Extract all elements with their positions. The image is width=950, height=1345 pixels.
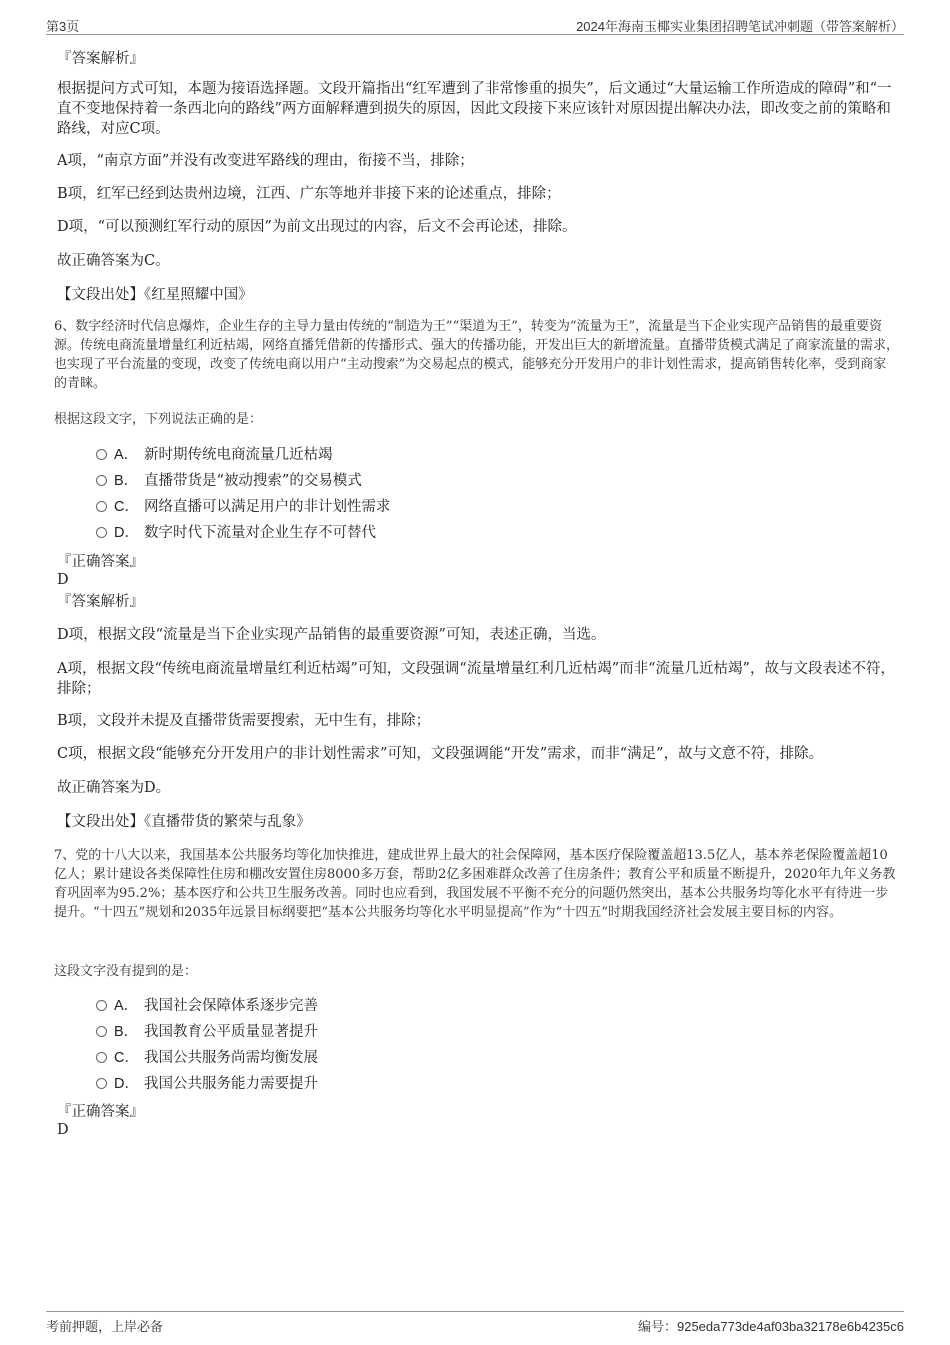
document-title: 2024年海南玉椰实业集团招聘笔试冲刺题（带答案解析） (576, 19, 904, 34)
radio-icon[interactable] (96, 1026, 107, 1037)
option-text: 网络直播可以满足用户的非计划性需求 (144, 499, 391, 515)
option-label: D． (114, 525, 139, 541)
option-text: 我国公共服务能力需要提升 (144, 1076, 318, 1092)
option-label: B． (114, 473, 139, 489)
q6-option-a[interactable] (96, 445, 333, 465)
q7-option-a[interactable] (96, 996, 318, 1016)
q6-stem: 6、数字经济时代信息爆炸，企业生存的主导力量由传统的“制造为王”“渠道为王”，转变为“流量为王”，流量是当下企业实现产品销售的最重要资源。传统电商流量增量红利近枯竭，网络直播凭借新的传播形式、强大的传播功能，开发出巨大的新增流量。直播带货模式满足了商家流量的需求，也实现了平台流量的变现，改变了传统电商以用户“主动搜索”为交易起点的模式，能够充分开发用户的非计划性需求，提高销售转化率，受到商家的青睐。 (54, 319, 900, 391)
q6-analysis-label: 『答案解析』 (57, 594, 144, 610)
q6-option-d[interactable] (96, 523, 376, 543)
radio-icon[interactable] (96, 449, 107, 460)
q6-analysis-p2: A项，根据文段“传统电商流量增量红利近枯竭”可知，文段强调“流量增量红利几近枯竭”而非“流量几近枯竭”，故与文段表述不符，排除； (57, 661, 895, 697)
radio-icon[interactable] (96, 475, 107, 486)
option-text: 新时期传统电商流量几近枯竭 (144, 447, 333, 463)
radio-icon[interactable] (96, 501, 107, 512)
q6-answer-label: 『正确答案』 (57, 554, 144, 570)
page-number: 第3页 (46, 19, 80, 34)
q6-conclusion: 故正确答案为D。 (57, 780, 171, 796)
q5-analysis-p3: B项，红军已经到达贵州边境，江西、广东等地并非接下来的论述重点，排除； (57, 186, 561, 202)
q6-analysis-p3: B项，文段并未提及直播带货需要搜索，无中生有，排除； (57, 713, 431, 729)
option-label: B． (114, 1024, 139, 1040)
q7-stem: 7、党的十八大以来，我国基本公共服务均等化加快推进，建成世界上最大的社会保障网，基本医疗保险覆盖超13.5亿人，基本养老保险覆盖超10亿人；累计建设各类保障性住房和棚改安置住房8000多万套，帮助2亿多困难群众改善了住房条件；教育公平和质量不断提升，2020年九年义务教育巩固率为95.2%；基本医疗和公共卫生服务改善。同时也应看到，我国发展不平衡不充分的问题仍然突出，基本公共服务均等化水平有待进一步提升。“十四五”规划和2035年远景目标纲要把“基本公共服务均等化水平明显提高”作为“十四五”时期我国经济社会发展主要目标的内容。 (54, 848, 896, 920)
option-text: 我国教育公平质量显著提升 (144, 1024, 318, 1040)
page-footer (46, 1311, 904, 1334)
q6-option-b[interactable] (96, 471, 362, 491)
document-code: 编号：925eda773de4af03ba32178e6b4235c6 (637, 1319, 904, 1334)
page-header (46, 14, 904, 35)
radio-icon[interactable] (96, 527, 107, 538)
radio-icon[interactable] (96, 1000, 107, 1011)
q6-answer: D (57, 572, 69, 588)
option-label: D． (114, 1076, 139, 1092)
q5-source: 【文段出处】《红星照耀中国》 (57, 287, 253, 303)
q7-answer: D (57, 1122, 69, 1138)
option-text: 我国社会保障体系逐步完善 (144, 998, 318, 1014)
q7-option-b[interactable] (96, 1022, 318, 1042)
q7-option-d[interactable] (96, 1074, 318, 1094)
q5-conclusion: 故正确答案为C。 (57, 253, 170, 269)
option-label: A． (114, 998, 139, 1014)
q6-question: 根据这段文字，下列说法正确的是： (54, 412, 263, 427)
option-text: 我国公共服务尚需均衡发展 (144, 1050, 318, 1066)
q7-answer-label: 『正确答案』 (57, 1104, 144, 1120)
q5-analysis-p2: A项，“南京方面”并没有改变进军路线的理由，衔接不当，排除； (57, 153, 474, 169)
option-label: C． (114, 1050, 139, 1066)
q5-analysis-p4: D项，“可以预测红军行动的原因”为前文出现过的内容，后文不会再论述，排除。 (57, 219, 577, 235)
q6-analysis-p4: C项，根据文段“能够充分开发用户的非计划性需求”可知，文段强调能“开发”需求，而非“满足”，故与文意不符，排除。 (57, 746, 824, 762)
option-label: A． (114, 447, 139, 463)
q6-option-c[interactable] (96, 497, 391, 517)
option-label: C． (114, 499, 139, 515)
q7-question: 这段文字没有提到的是： (54, 964, 198, 979)
q7-option-c[interactable] (96, 1048, 318, 1068)
q6-source: 【文段出处】《直播带货的繁荣与乱象》 (57, 814, 311, 830)
option-text: 数字时代下流量对企业生存不可替代 (144, 525, 376, 541)
q6-analysis-p1: D项，根据文段“流量是当下企业实现产品销售的最重要资源”可知，表述正确，当选。 (57, 627, 606, 643)
q5-analysis-label: 『答案解析』 (57, 51, 144, 67)
q5-analysis-p1: 根据提问方式可知，本题为接语选择题。文段开篇指出“红军遭到了非常惨重的损失”，后文通过“大量运输工作所造成的障碍”和“一直不变地保持着一条西北向的路线”两方面解释遭到损失的原因，因此文段接下来应该针对原因提出解决办法，即改变之前的策略和路线，对应C项。 (57, 81, 892, 137)
radio-icon[interactable] (96, 1052, 107, 1063)
radio-icon[interactable] (96, 1078, 107, 1089)
option-text: 直播带货是“被动搜索”的交易模式 (144, 473, 362, 489)
footer-slogan: 考前押题，上岸必备 (46, 1319, 164, 1334)
